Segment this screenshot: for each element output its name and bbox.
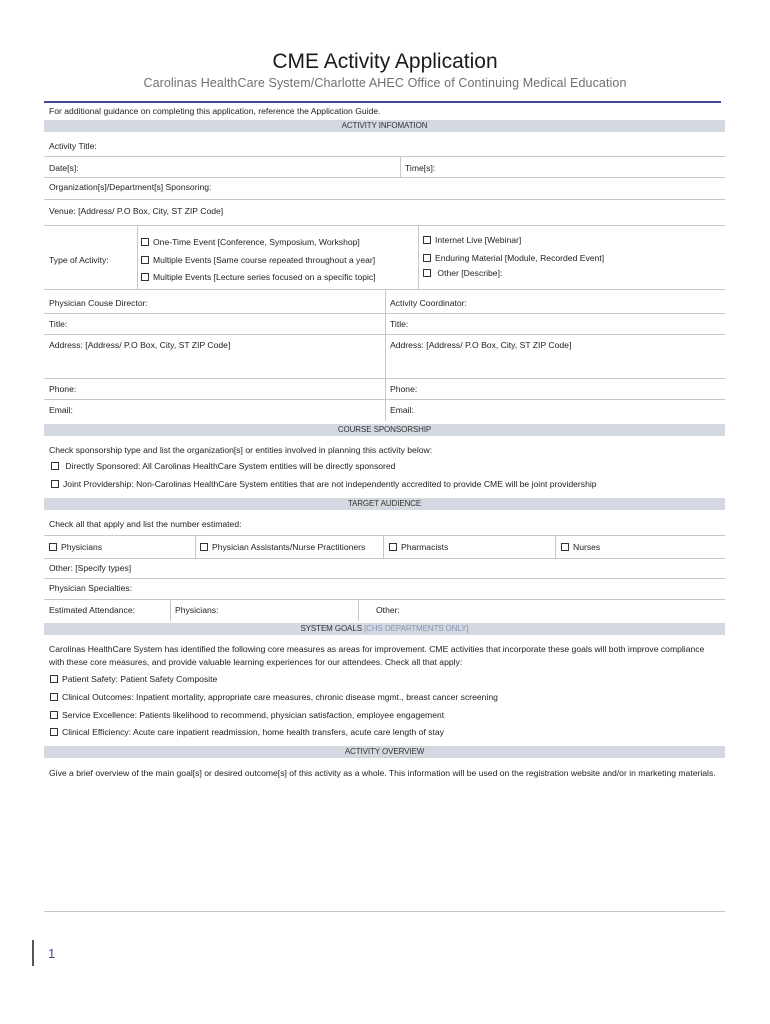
director-address-field[interactable]: Address: [Address/ P.O Box, City, ST ZIP Code] bbox=[49, 340, 231, 350]
joint-providership-option[interactable]: Joint Providership: Non-Carolinas HealthCare System entities that are not independently accredited to provide CME will be joint providership bbox=[51, 479, 597, 489]
checkbox[interactable] bbox=[49, 543, 57, 551]
goals-intro: Carolinas HealthCare System has identified the following core measures as areas for improvement. CME activities that incorporate these goals will both improve compliance with these core measures, and provide valuable learning experiences for our attendees. Check all that apply: bbox=[49, 644, 705, 667]
divider bbox=[170, 600, 171, 621]
type-other[interactable]: Other [Describe]: bbox=[423, 268, 502, 278]
divider bbox=[44, 558, 725, 559]
divider bbox=[555, 536, 556, 558]
audience-other-field[interactable]: Other: [Specify types] bbox=[49, 563, 132, 573]
audience-intro: Check all that apply and list the number estimated: bbox=[49, 519, 242, 529]
checkbox[interactable] bbox=[423, 254, 431, 262]
divider bbox=[44, 156, 725, 157]
divider bbox=[44, 599, 725, 600]
activity-coordinator-field[interactable]: Activity Coordinator: bbox=[390, 298, 467, 308]
coordinator-address-field[interactable]: Address: [Address/ P.O Box, City, ST ZIP Code] bbox=[390, 340, 572, 350]
divider bbox=[358, 600, 359, 621]
audience-physicians[interactable]: Physicians bbox=[49, 542, 102, 552]
checkbox[interactable] bbox=[51, 480, 59, 488]
divider bbox=[44, 313, 725, 314]
divider bbox=[418, 226, 419, 289]
divider bbox=[195, 536, 196, 558]
audience-nurses[interactable]: Nurses bbox=[561, 542, 600, 552]
section-activity-overview: ACTIVITY OVERVIEW bbox=[44, 746, 725, 758]
divider bbox=[385, 290, 386, 421]
divider bbox=[383, 536, 384, 558]
checkbox[interactable] bbox=[423, 269, 431, 277]
divider bbox=[44, 399, 725, 400]
goal-patient-safety[interactable]: Patient Safety: Patient Safety Composite bbox=[50, 674, 217, 684]
overview-intro: Give a brief overview of the main goal[s] or desired outcome[s] of this activity as a whole. This information will be used on the registration website and/or in marketing materials. bbox=[49, 768, 716, 778]
organization-field[interactable]: Organization[s]/Department[s] Sponsoring: bbox=[49, 182, 212, 192]
divider bbox=[400, 157, 401, 177]
checkbox[interactable] bbox=[50, 728, 58, 736]
course-director-field[interactable]: Physician Couse Director: bbox=[49, 298, 148, 308]
checkbox[interactable] bbox=[50, 693, 58, 701]
divider bbox=[44, 334, 725, 335]
section-activity-information: ACTIVITY INFOMATION bbox=[44, 120, 725, 132]
page-title: CME Activity Application bbox=[272, 50, 498, 73]
physicians-count-field[interactable]: Physicians: bbox=[175, 605, 219, 615]
page-subtitle: Carolinas HealthCare System/Charlotte AHEC Office of Continuing Medical Education bbox=[143, 76, 627, 90]
checkbox[interactable] bbox=[141, 256, 149, 264]
type-one-time-event[interactable]: One-Time Event [Conference, Symposium, Workshop] bbox=[141, 237, 360, 247]
checkbox[interactable] bbox=[51, 462, 59, 470]
sponsorship-intro: Check sponsorship type and list the organization[s] or entities involved in planning this activity below: bbox=[49, 445, 433, 455]
goal-clinical-outcomes[interactable]: Clinical Outcomes: Inpatient mortality, appropriate care measures, chronic disease mgmt., breast cancer screening bbox=[50, 692, 498, 702]
times-field[interactable]: Time[s]: bbox=[405, 163, 436, 173]
checkbox[interactable] bbox=[141, 238, 149, 246]
audience-pa-np[interactable]: Physician Assistants/Nurse Practitioners bbox=[200, 542, 365, 552]
type-internet-live[interactable]: Internet Live [Webinar] bbox=[423, 235, 521, 245]
checkbox[interactable] bbox=[389, 543, 397, 551]
coordinator-email-field[interactable]: Email: bbox=[390, 405, 414, 415]
type-multiple-events-repeated[interactable]: Multiple Events [Same course repeated throughout a year] bbox=[141, 255, 375, 265]
physician-specialties-field[interactable]: Physician Specialties: bbox=[49, 583, 133, 593]
divider bbox=[44, 535, 725, 536]
divider bbox=[44, 225, 725, 226]
checkbox[interactable] bbox=[200, 543, 208, 551]
activity-title-field[interactable]: Activity Title: bbox=[49, 141, 97, 151]
directly-sponsored-option[interactable]: Directly Sponsored: All Carolinas HealthCare System entities will be directly sponsored bbox=[51, 461, 395, 471]
estimated-attendance-label: Estimated Attendance: bbox=[49, 605, 135, 615]
divider bbox=[44, 177, 725, 178]
checkbox[interactable] bbox=[50, 711, 58, 719]
section-course-sponsorship: COURSE SPONSORSHIP bbox=[44, 424, 725, 436]
dates-field[interactable]: Date[s]: bbox=[49, 163, 79, 173]
type-enduring-material[interactable]: Enduring Material [Module, Recorded Event] bbox=[423, 253, 604, 263]
type-of-activity-label: Type of Activity: bbox=[49, 255, 109, 265]
venue-field[interactable]: Venue: [Address/ P.O Box, City, ST ZIP Code] bbox=[49, 206, 224, 216]
section-target-audience: TARGET AUDIENCE bbox=[44, 498, 725, 510]
page-number: 1 bbox=[48, 946, 56, 961]
divider bbox=[44, 199, 725, 200]
checkbox[interactable] bbox=[561, 543, 569, 551]
audience-pharmacists[interactable]: Pharmacists bbox=[389, 542, 448, 552]
header-rule bbox=[44, 101, 721, 103]
director-email-field[interactable]: Email: bbox=[49, 405, 73, 415]
divider bbox=[44, 378, 725, 379]
director-phone-field[interactable]: Phone: bbox=[49, 384, 77, 394]
checkbox[interactable] bbox=[141, 273, 149, 281]
coordinator-title-field[interactable]: Title: bbox=[390, 319, 409, 329]
director-title-field[interactable]: Title: bbox=[49, 319, 68, 329]
coordinator-phone-field[interactable]: Phone: bbox=[390, 384, 418, 394]
divider bbox=[137, 226, 138, 289]
page-margin-mark bbox=[32, 940, 34, 966]
section-system-goals: SYSTEM GOALS [CHS DEPARTMENTS ONLY] bbox=[44, 623, 725, 635]
type-multiple-events-series[interactable]: Multiple Events [Lecture series focused on a specific topic] bbox=[141, 272, 376, 282]
goal-clinical-efficiency[interactable]: Clinical Efficiency: Acute care inpatient readmission, home health transfers, acute care length of stay bbox=[50, 727, 444, 737]
other-count-field[interactable]: Other: bbox=[376, 605, 400, 615]
checkbox[interactable] bbox=[423, 236, 431, 244]
goal-service-excellence[interactable]: Service Excellence: Patients likelihood to recommend, physician satisfaction, employee engagement bbox=[50, 710, 444, 720]
guidance-note: For additional guidance on completing this application, reference the Application Guide. bbox=[49, 106, 381, 116]
overview-area-bottom-rule bbox=[44, 911, 725, 912]
divider bbox=[44, 578, 725, 579]
checkbox[interactable] bbox=[50, 675, 58, 683]
